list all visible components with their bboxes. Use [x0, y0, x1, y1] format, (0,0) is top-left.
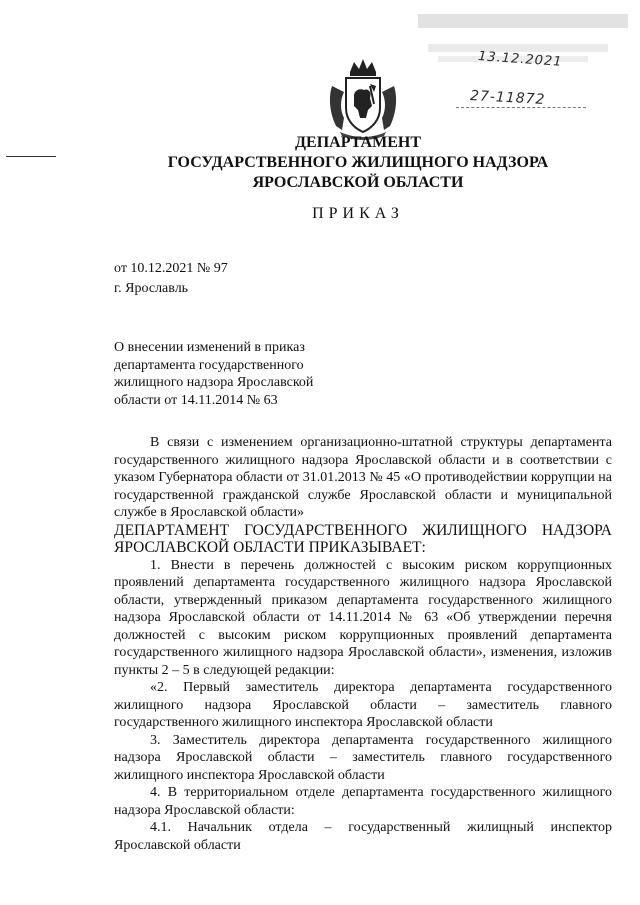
document-type: ПРИКАЗ — [312, 205, 404, 222]
body-item-2: «2. Первый заместитель директора департамента государственного жилищного надзора Ярославской области – заместитель главного государственного жилищного инспектора Ярославской области — [114, 680, 612, 730]
body-item-3: 3. Заместитель директора департамента государственного жилищного надзора Ярославской области – заместитель главного государственного жилищного инспектора Ярославской области — [114, 732, 612, 783]
order-body — [114, 434, 612, 854]
registration-number: 27-11872 — [469, 88, 546, 108]
body-decree: ДЕПАРТАМЕНТ ГОСУДАРСТВЕННОГО ЖИЛИЩНОГО НАДЗОРА ЯРОСЛАВСКОЙ ОБЛАСТИ ПРИКАЗЫВАЕТ: — [114, 521, 612, 556]
registration-date: 13.12.2021 — [477, 49, 563, 70]
stamp-underline — [456, 107, 586, 108]
order-subject: О внесении изменений в приказ департамента государственного жилищного надзора Ярославской области от 14.11.2014 № 63 — [114, 340, 314, 408]
org-line-1: ДЕПАРТАМЕНТ — [295, 134, 421, 151]
body-item-4-1: 4.1. Начальник отдела – государственный жилищный инспектор Ярославской области — [114, 820, 612, 853]
organization-header — [0, 133, 640, 193]
org-line-3: ЯРОСЛАВСКОЙ ОБЛАСТИ — [252, 174, 464, 191]
body-item-4: 4. В территориальном отделе департамента государственного жилищного надзора Ярославской области: — [114, 785, 612, 818]
body-item-1: 1. Внести в перечень должностей с высоким риском коррупционных проявлений департамента государственного жилищного надзора Ярославской области, утвержденный приказом департамента государственного жилищного надзора Ярославской области от 14.11.2014 № 63 «Об утверждении перечня должностей с высоким риском коррупционных проявлений департамента государственного жилищного надзора Ярославской области», изменения, изложив пункты 2 – 5 в следующей редакции: — [114, 557, 612, 678]
body-intro: В связи с изменением организационно-штатной структуры департамента государственного жилищного надзора Ярославской области и в соответствии с указом Губернатора области от 31.01.2013 № 45 «О противодействии коррупции на государственной гражданской службе Ярославской области и муниципальной службе в Ярославской области» — [114, 435, 612, 520]
org-line-2: ГОСУДАРСТВЕННОГО ЖИЛИЩНОГО НАДЗОРА — [167, 154, 549, 171]
coat-of-arms-emblem — [326, 56, 400, 140]
order-city: г. Ярославль — [114, 281, 189, 296]
document-meta — [114, 259, 228, 299]
order-date-number: от 10.12.2021 № 97 — [114, 261, 228, 276]
